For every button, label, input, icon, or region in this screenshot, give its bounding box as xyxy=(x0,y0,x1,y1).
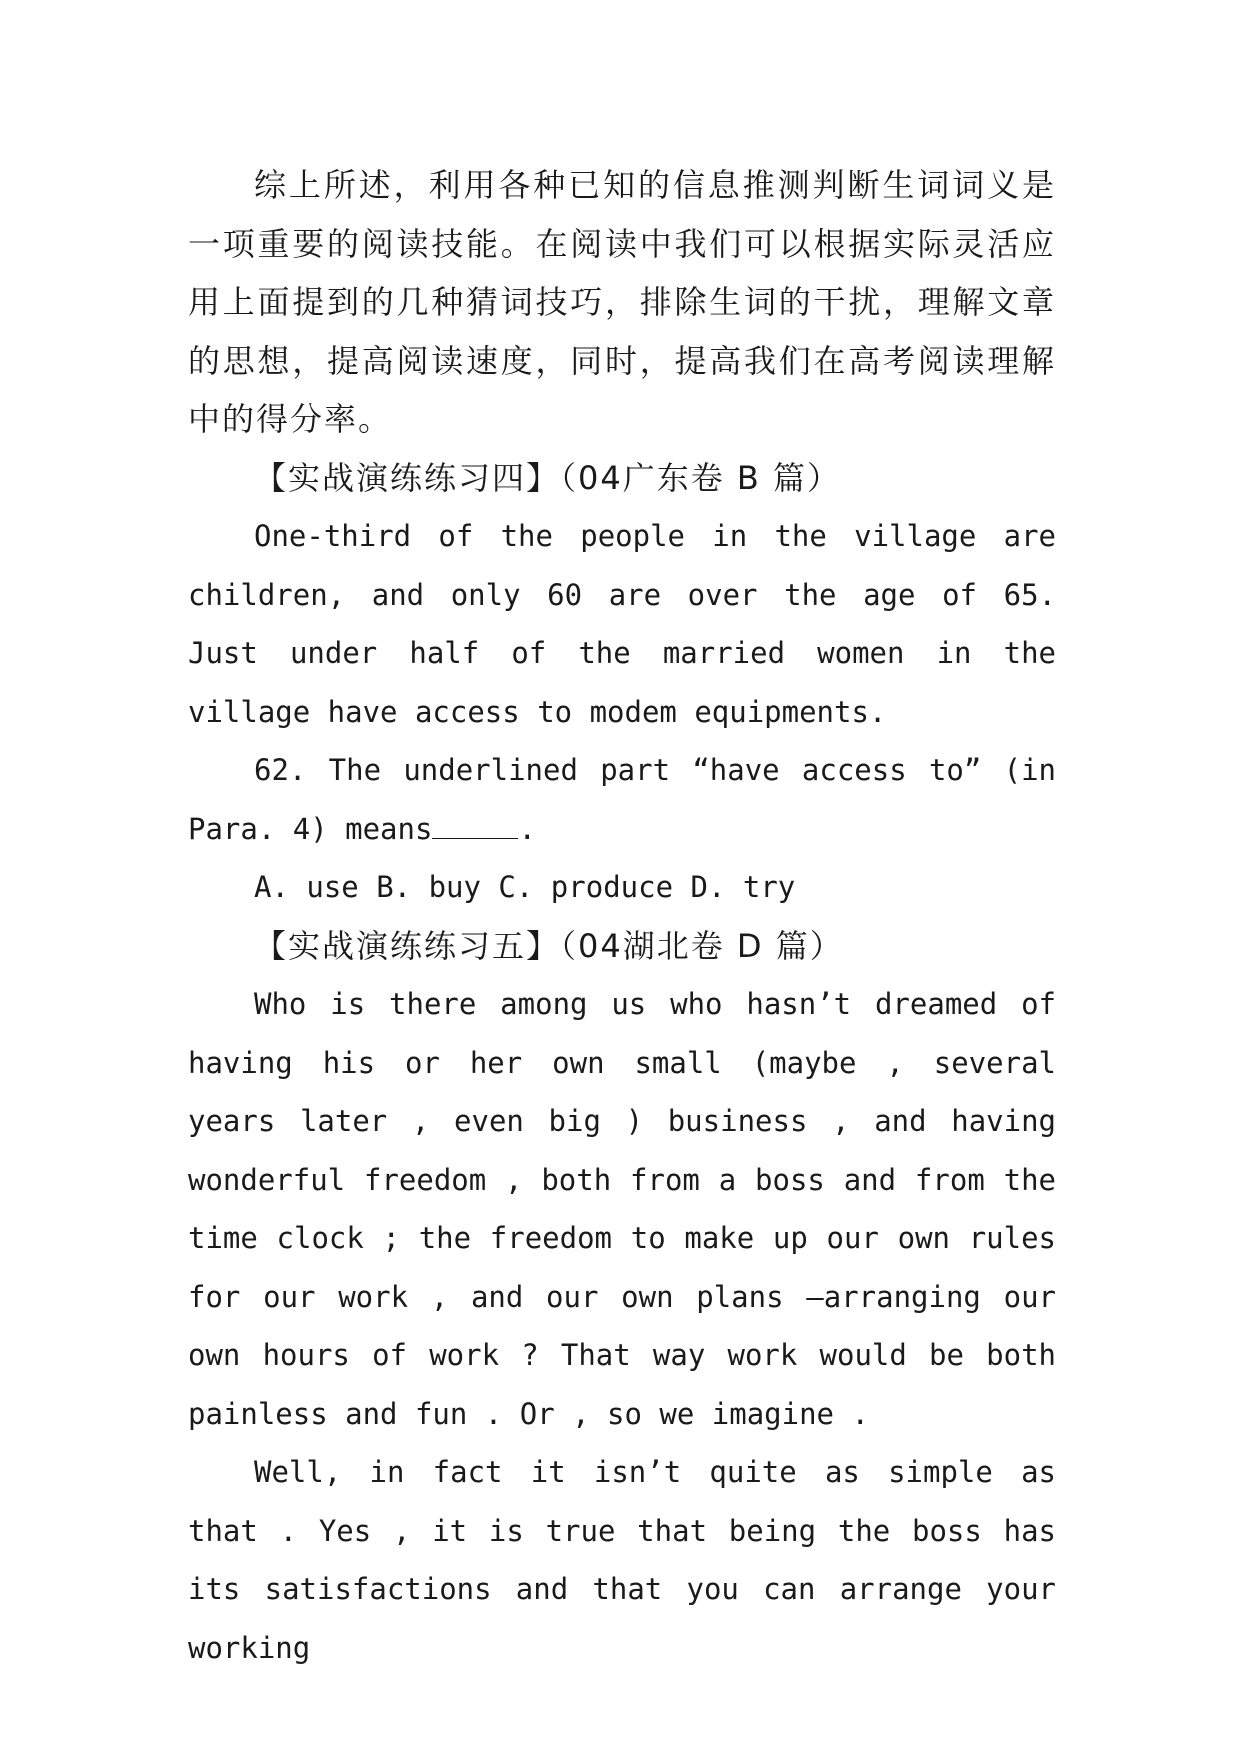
answer-blank xyxy=(432,837,518,839)
document-page xyxy=(188,156,1056,1677)
exercise-five-heading: 【实战演练练习五】（04湖北卷 D 篇） xyxy=(254,926,844,965)
question-62 xyxy=(188,741,1056,858)
exercise-four-passage: One-third of the people in the village are children, and only 60 are over the age of 65. Just under half of the married women in the village have access to modem equipments. xyxy=(188,519,1056,729)
exercise-four-heading: 【实战演练练习四】（04广东卷 B 篇） xyxy=(254,458,842,497)
exercise-five-passage-2: Well, in fact it isn’t quite as simple as that . Yes , it is true that being the boss has its satisfactions and that you can arrange your working xyxy=(188,1455,1056,1665)
exercise-five-passage-1: Who is there among us who hasn’t dreamed of having his or her own small (maybe , several years later , even big ) business , and having wonderful freedom , both from a boss and from the time clock ; the freedom to make up our own rules for our work , and our own plans —arranging our own hours of work ? That way work would be both painless and fun . Or , so we imagine . xyxy=(188,987,1056,1431)
summary-paragraph: 综上所述，利用各种已知的信息推测判断生词词义是一项重要的阅读技能。在阅读中我们可以根据实际灵活应用上面提到的几种猜词技巧，排除生词的干扰，理解文章的思想，提高阅读速度，同时，提高我们在高考阅读理解中的得分率。 xyxy=(188,166,1056,438)
question-62-end: . xyxy=(518,811,536,846)
question-62-options: A. use B. buy C. produce D. try xyxy=(254,870,796,904)
question-62-text: 62. The underlined part “have access to” (in Para. 4) means xyxy=(188,753,1056,846)
